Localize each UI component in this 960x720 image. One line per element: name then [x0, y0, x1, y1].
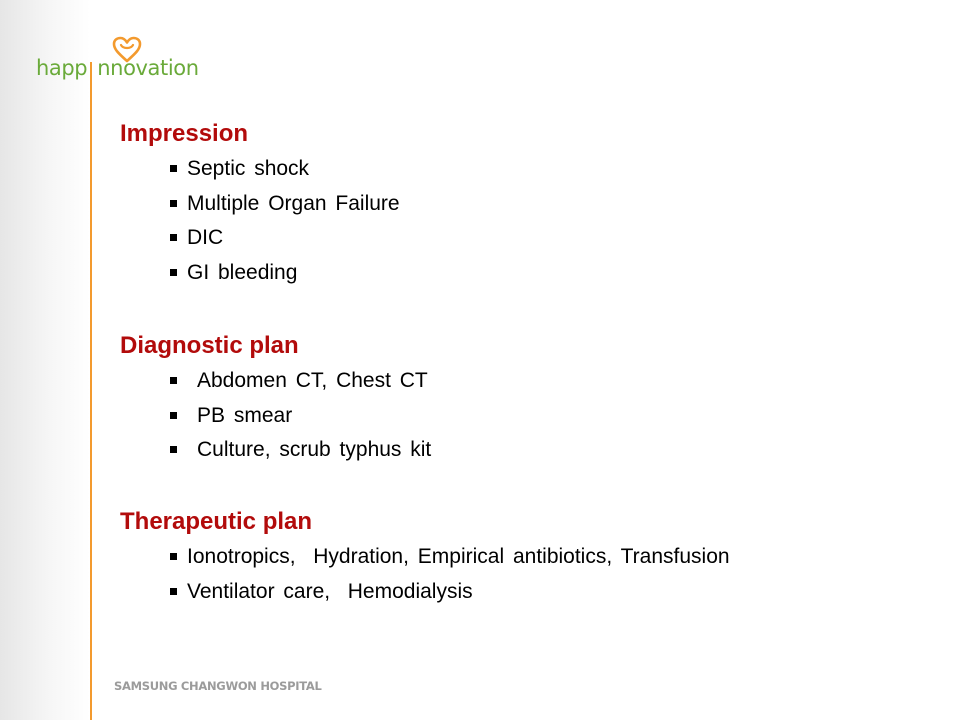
- logo-wordmark: [36, 56, 199, 80]
- bullet-icon: [170, 412, 177, 419]
- diagnostic-plan-list: [120, 364, 431, 468]
- list-item: Septic shock: [120, 152, 400, 187]
- therapeutic-plan-section: [120, 507, 730, 609]
- impression-list: [120, 152, 400, 290]
- list-item: Ventilator care, Hemodialysis: [120, 575, 730, 610]
- diagnostic-plan-heading: Diagnostic plan: [120, 332, 299, 359]
- logo-text-left: happ: [36, 56, 88, 80]
- bullet-icon: [170, 269, 177, 276]
- bullet-icon: [170, 234, 177, 241]
- impression-section: [120, 119, 400, 290]
- footer-hospital-name: SAMSUNG CHANGWON HOSPITAL: [114, 679, 322, 693]
- bullet-icon: [170, 446, 177, 453]
- logo: [36, 36, 206, 86]
- impression-heading: Impression: [120, 120, 249, 147]
- list-item: DIC: [120, 221, 400, 256]
- therapeutic-plan-list: [120, 540, 730, 609]
- list-item: Multiple Organ Failure: [120, 187, 400, 222]
- bullet-icon: [170, 553, 177, 560]
- diagnostic-plan-section: [120, 331, 431, 468]
- list-item: Culture, scrub typhus kit: [120, 433, 431, 468]
- therapeutic-plan-heading: Therapeutic plan: [120, 508, 313, 535]
- list-item: GI bleeding: [120, 256, 400, 291]
- bullet-icon: [170, 165, 177, 172]
- logo-text-right: nnovation: [97, 56, 199, 80]
- list-item: PB smear: [120, 399, 431, 434]
- bullet-icon: [170, 200, 177, 207]
- list-item: Ionotropics, Hydration, Empirical antibiotics, Transfusion: [120, 540, 730, 575]
- bullet-icon: [170, 588, 177, 595]
- accent-vertical-line: [90, 62, 92, 720]
- list-item: Abdomen CT, Chest CT: [120, 364, 431, 399]
- bullet-icon: [170, 377, 177, 384]
